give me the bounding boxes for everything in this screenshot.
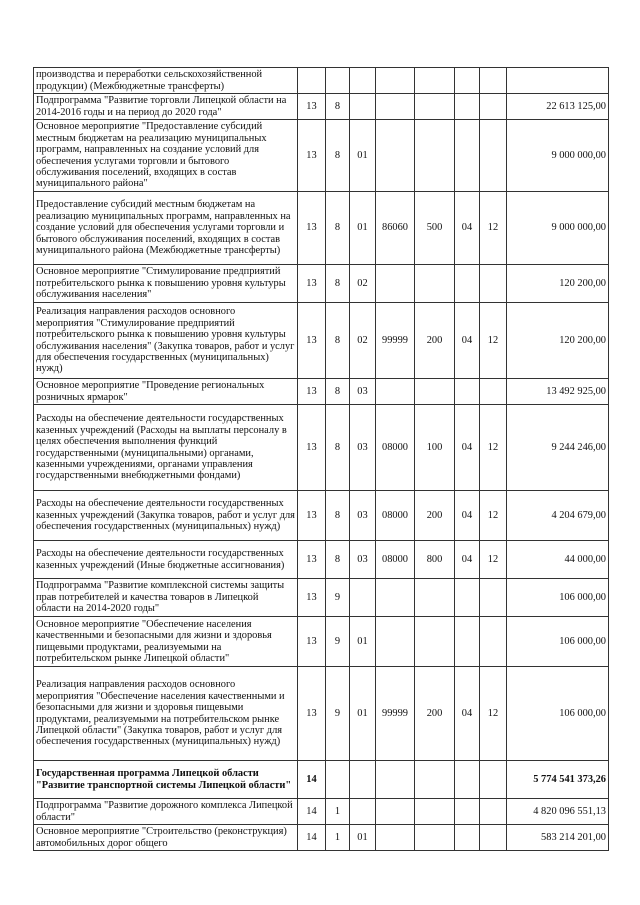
subsection-code-cell [480, 379, 507, 405]
row-name-cell: Основное мероприятие "Стимулирование предприятий потребительского рынка к повышению уровня культуры обслуживания населения" [34, 265, 298, 303]
table-row [34, 667, 609, 761]
measure-code-cell: 01 [350, 192, 376, 265]
subprogram-code-cell: 8 [326, 405, 350, 491]
section-code-cell: 04 [455, 303, 480, 379]
gp-code-cell: 13 [298, 120, 326, 192]
gp-code-cell: 13 [298, 541, 326, 579]
measure-code-cell [350, 579, 376, 617]
subsection-code-cell [480, 120, 507, 192]
gp-code-cell: 13 [298, 491, 326, 541]
row-name-cell: Расходы на обеспечение деятельности государственных казенных учреждений (Закупка товаров, работ и услуг для обеспечения государственных (муниципальных) нужд) [34, 491, 298, 541]
section-code-cell [455, 579, 480, 617]
measure-code-cell: 03 [350, 379, 376, 405]
expense-type-code-cell: 200 [415, 491, 455, 541]
amount-cell: 106 000,00 [507, 667, 609, 761]
section-code-cell [455, 379, 480, 405]
table-row [34, 405, 609, 491]
table-row [34, 799, 609, 825]
subsection-code-cell [480, 761, 507, 799]
row-name-cell: Расходы на обеспечение деятельности государственных казенных учреждений (Расходы на выплаты персоналу в целях обеспечения выполнения функций государственными (муниципальными) органами, казенными учреждениями, органами управления государственными внебюджетными фондами) [34, 405, 298, 491]
subprogram-code-cell: 8 [326, 265, 350, 303]
row-name-cell: Подпрограмма "Развитие торговли Липецкой области на 2014-2016 годы и на период до 2020 года" [34, 94, 298, 120]
measure-code-cell: 02 [350, 303, 376, 379]
subsection-code-cell: 12 [480, 303, 507, 379]
subsection-code-cell: 12 [480, 405, 507, 491]
table-row [34, 303, 609, 379]
expense-type-code-cell [415, 379, 455, 405]
row-name-cell: Основное мероприятие "Предоставление субсидий местным бюджетам на реализацию муниципальных программ, направленных на создание условий для обеспечения услугами торговли и бытового обслуживания поселений, входящих в состав муниципального района" [34, 120, 298, 192]
subsection-code-cell: 12 [480, 192, 507, 265]
measure-code-cell: 03 [350, 491, 376, 541]
expense-type-code-cell [415, 68, 455, 94]
subprogram-code-cell: 8 [326, 120, 350, 192]
section-code-cell [455, 825, 480, 851]
subsection-code-cell: 12 [480, 491, 507, 541]
subprogram-code-cell: 8 [326, 192, 350, 265]
expense-type-code-cell [415, 579, 455, 617]
subprogram-code-cell: 8 [326, 94, 350, 120]
row-name-cell: Подпрограмма "Развитие комплексной системы защиты прав потребителей и качества товаров в Липецкой области на 2014-2020 годы" [34, 579, 298, 617]
expense-type-code-cell [415, 265, 455, 303]
table-row [34, 541, 609, 579]
expense-type-code-cell: 200 [415, 303, 455, 379]
gp-code-cell: 13 [298, 303, 326, 379]
table-row [34, 192, 609, 265]
budget-table-body [34, 68, 609, 851]
subsection-code-cell [480, 265, 507, 303]
subprogram-code-cell [326, 68, 350, 94]
gp-code-cell: 13 [298, 379, 326, 405]
amount-cell: 5 774 541 373,26 [507, 761, 609, 799]
subsection-code-cell: 12 [480, 667, 507, 761]
measure-code-cell: 01 [350, 825, 376, 851]
table-row [34, 825, 609, 851]
measure-code-cell: 01 [350, 667, 376, 761]
measure-code-cell: 02 [350, 265, 376, 303]
amount-cell: 120 200,00 [507, 303, 609, 379]
subprogram-code-cell: 9 [326, 617, 350, 667]
row-name-cell: производства и переработки сельскохозяйственной продукции) (Межбюджетные трансферты) [34, 68, 298, 94]
amount-cell [507, 68, 609, 94]
gp-code-cell: 13 [298, 405, 326, 491]
subprogram-code-cell: 8 [326, 379, 350, 405]
section-code-cell: 04 [455, 192, 480, 265]
direction-code-cell [376, 68, 415, 94]
measure-code-cell [350, 761, 376, 799]
amount-cell: 13 492 925,00 [507, 379, 609, 405]
amount-cell: 4 820 096 551,13 [507, 799, 609, 825]
expense-type-code-cell [415, 94, 455, 120]
subsection-code-cell: 12 [480, 541, 507, 579]
subprogram-code-cell: 8 [326, 541, 350, 579]
direction-code-cell [376, 579, 415, 617]
direction-code-cell [376, 120, 415, 192]
table-row [34, 120, 609, 192]
budget-table [33, 67, 609, 851]
row-name-cell: Основное мероприятие "Проведение региональных розничных ярмарок" [34, 379, 298, 405]
subprogram-code-cell: 8 [326, 303, 350, 379]
gp-code-cell: 14 [298, 799, 326, 825]
direction-code-cell: 08000 [376, 541, 415, 579]
row-name-cell: Расходы на обеспечение деятельности государственных казенных учреждений (Иные бюджетные ассигнования) [34, 541, 298, 579]
gp-code-cell: 13 [298, 192, 326, 265]
gp-code-cell: 14 [298, 825, 326, 851]
direction-code-cell: 08000 [376, 491, 415, 541]
section-code-cell [455, 94, 480, 120]
expense-type-code-cell [415, 825, 455, 851]
section-code-cell [455, 617, 480, 667]
expense-type-code-cell [415, 120, 455, 192]
direction-code-cell: 99999 [376, 303, 415, 379]
direction-code-cell [376, 617, 415, 667]
table-row [34, 579, 609, 617]
row-name-cell: Государственная программа Липецкой области "Развитие транспортной системы Липецкой области" [34, 761, 298, 799]
subsection-code-cell [480, 94, 507, 120]
measure-code-cell [350, 68, 376, 94]
gp-code-cell: 13 [298, 265, 326, 303]
table-row [34, 379, 609, 405]
row-name-cell: Реализация направления расходов основного мероприятия "Обеспечение населения качественными и безопасными для жизни и здоровья пищевыми продуктами, реализуемыми на потребительском рынке Липецкой области" (Закупка товаров, работ и услуг для обеспечения государственных (муниципальных) нужд) [34, 667, 298, 761]
direction-code-cell [376, 761, 415, 799]
section-code-cell [455, 68, 480, 94]
gp-code-cell: 14 [298, 761, 326, 799]
amount-cell: 106 000,00 [507, 579, 609, 617]
direction-code-cell [376, 379, 415, 405]
table-row [34, 761, 609, 799]
table-row [34, 491, 609, 541]
measure-code-cell: 01 [350, 120, 376, 192]
section-code-cell: 04 [455, 491, 480, 541]
section-code-cell [455, 799, 480, 825]
direction-code-cell [376, 265, 415, 303]
section-code-cell: 04 [455, 667, 480, 761]
subsection-code-cell [480, 68, 507, 94]
section-code-cell [455, 761, 480, 799]
table-row [34, 94, 609, 120]
gp-code-cell: 13 [298, 667, 326, 761]
expense-type-code-cell [415, 799, 455, 825]
row-name-cell: Основное мероприятие "Обеспечение населения качественными и безопасными для жизни и здоровья пищевыми продуктами, реализуемыми на потребительском рынке Липецкой области" [34, 617, 298, 667]
direction-code-cell [376, 825, 415, 851]
measure-code-cell: 01 [350, 617, 376, 667]
subprogram-code-cell: 1 [326, 825, 350, 851]
direction-code-cell: 08000 [376, 405, 415, 491]
row-name-cell: Реализация направления расходов основного мероприятия "Стимулирование предприятий потребительского рынка к повышению уровня культуры обслуживания населения" (Закупка товаров, работ и услуг для обеспечения государственных (муниципальных) нужд) [34, 303, 298, 379]
section-code-cell [455, 120, 480, 192]
subprogram-code-cell: 9 [326, 667, 350, 761]
subprogram-code-cell [326, 761, 350, 799]
section-code-cell: 04 [455, 405, 480, 491]
expense-type-code-cell: 500 [415, 192, 455, 265]
gp-code-cell: 13 [298, 579, 326, 617]
expense-type-code-cell: 100 [415, 405, 455, 491]
expense-type-code-cell [415, 761, 455, 799]
amount-cell: 22 613 125,00 [507, 94, 609, 120]
row-name-cell: Основное мероприятие "Строительство (реконструкция) автомобильных дорог общего [34, 825, 298, 851]
amount-cell: 4 204 679,00 [507, 491, 609, 541]
direction-code-cell [376, 799, 415, 825]
subsection-code-cell [480, 579, 507, 617]
expense-type-code-cell: 800 [415, 541, 455, 579]
table-row [34, 617, 609, 667]
direction-code-cell: 99999 [376, 667, 415, 761]
amount-cell: 9 244 246,00 [507, 405, 609, 491]
direction-code-cell: 86060 [376, 192, 415, 265]
gp-code-cell [298, 68, 326, 94]
direction-code-cell [376, 94, 415, 120]
gp-code-cell: 13 [298, 617, 326, 667]
row-name-cell: Предоставление субсидий местным бюджетам на реализацию муниципальных программ, направленных на создание условий для обеспечения услугами торговли и бытового обслуживания поселений, входящих в состав муниципального района (Межбюджетные трансферты) [34, 192, 298, 265]
subprogram-code-cell: 9 [326, 579, 350, 617]
measure-code-cell [350, 94, 376, 120]
subprogram-code-cell: 1 [326, 799, 350, 825]
amount-cell: 120 200,00 [507, 265, 609, 303]
row-name-cell: Подпрограмма "Развитие дорожного комплекса Липецкой области" [34, 799, 298, 825]
amount-cell: 9 000 000,00 [507, 120, 609, 192]
table-row [34, 68, 609, 94]
subsection-code-cell [480, 617, 507, 667]
subprogram-code-cell: 8 [326, 491, 350, 541]
table-row [34, 265, 609, 303]
measure-code-cell: 03 [350, 405, 376, 491]
section-code-cell [455, 265, 480, 303]
expense-type-code-cell: 200 [415, 667, 455, 761]
amount-cell: 106 000,00 [507, 617, 609, 667]
amount-cell: 583 214 201,00 [507, 825, 609, 851]
expense-type-code-cell [415, 617, 455, 667]
subsection-code-cell [480, 799, 507, 825]
measure-code-cell: 03 [350, 541, 376, 579]
gp-code-cell: 13 [298, 94, 326, 120]
amount-cell: 44 000,00 [507, 541, 609, 579]
section-code-cell: 04 [455, 541, 480, 579]
amount-cell: 9 000 000,00 [507, 192, 609, 265]
subsection-code-cell [480, 825, 507, 851]
measure-code-cell [350, 799, 376, 825]
